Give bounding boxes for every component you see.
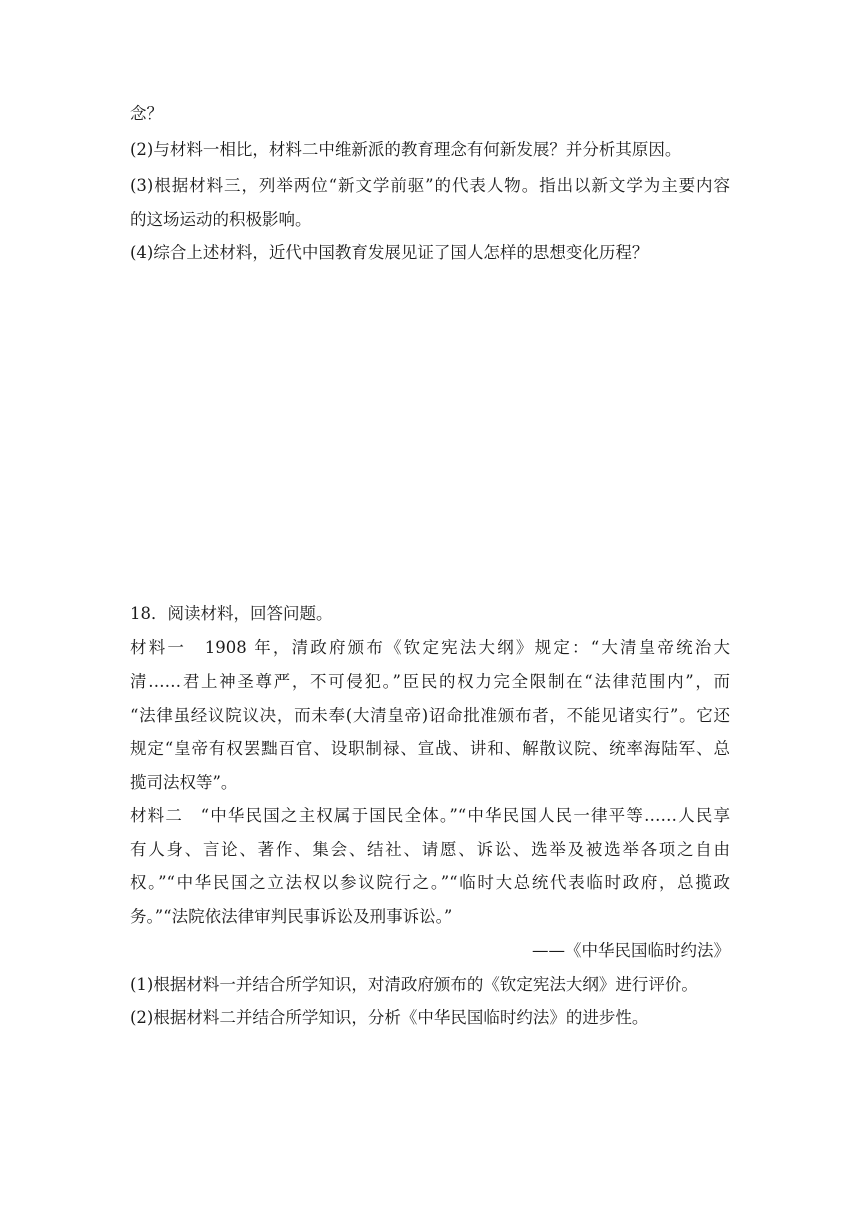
q17-subquestion-3: (3)根据材料三，列举两位“新文学前驱”的代表人物。指出以新文学为主要内容	[130, 176, 730, 195]
q18-subquestion-2: (2)根据材料二并结合所学知识，分析《中华民国临时约法》的进步性。	[130, 1008, 649, 1027]
q18-material-2-line: 材料二 “中华民国之主权属于国民全体。”“中华民国人民一律平等……人民享	[130, 806, 730, 825]
q18-subquestion-1: (1)根据材料一并结合所学知识，对清政府颁布的《钦定宪法大纲》进行评价。	[130, 975, 698, 994]
q17-text-line: 念？	[130, 104, 163, 123]
q18-material-2-line: 有人身、言论、著作、集会、结社、请愿、诉讼、选举及被选举各项之自由	[130, 840, 730, 859]
q18-material-1-line: “法律虽经议院议决，而未奉(大清皇帝)诏命批准颁布者，不能见诸实行”。它还	[130, 706, 730, 725]
q18-material-1-line: 揽司法权等”。	[130, 773, 238, 792]
q18-material-2-line: 权。”“中华民国之立法权以参议院行之。”“临时大总统代表临时政府，总揽政	[130, 873, 730, 892]
q18-material-1-line: 材料一 1908 年，清政府颁布《钦定宪法大纲》规定：“大清皇帝统治大	[130, 638, 730, 657]
q17-subquestion-2: (2)与材料一相比，材料二中维新派的教育理念有何新发展？并分析其原因。	[130, 140, 682, 159]
q18-material-1-line: 规定“皇帝有权罢黜百官、设职制禄、宣战、讲和、解散议院、统率海陆军、总	[130, 739, 730, 758]
q17-subquestion-4: (4)综合上述材料，近代中国教育发展见证了国人怎样的思想变化历程？	[130, 243, 649, 262]
q18-material-2-source: ——《中华民国临时约法》	[532, 941, 730, 960]
q18-heading: 18．阅读材料，回答问题。	[130, 604, 333, 623]
q17-subquestion-3-cont: 的这场运动的积极影响。	[130, 210, 312, 229]
q18-material-1-line: 清……君上神圣尊严，不可侵犯。”臣民的权力完全限制在“法律范围内”，而	[130, 672, 730, 691]
q18-material-2-line: 务。”“法院依法律审判民事诉讼及刑事诉讼。”	[130, 907, 453, 926]
